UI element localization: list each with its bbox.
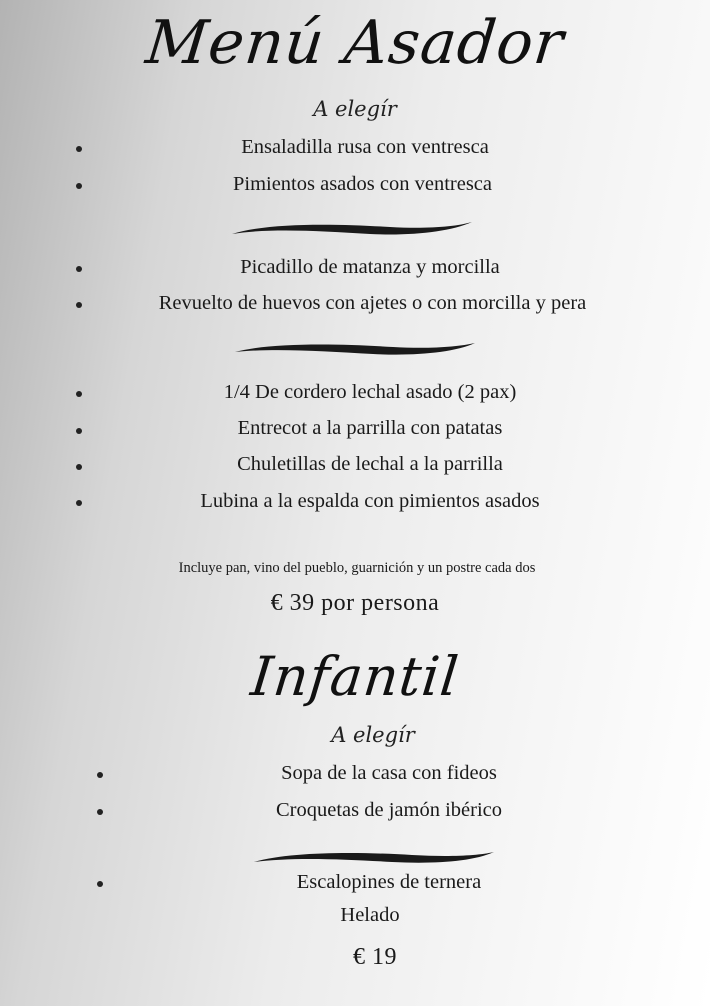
menu-item: Pimientos asados con ventresca <box>232 173 493 195</box>
list-bullet <box>76 302 82 308</box>
list-bullet <box>76 183 82 189</box>
menu-subtitle: A elegír <box>313 97 397 121</box>
menu-item: Chuletillas de lechal a la parrilla <box>237 453 503 475</box>
kids-price: € 19 <box>353 944 397 970</box>
list-bullet <box>76 500 82 506</box>
list-bullet <box>76 146 82 152</box>
kids-item: Croquetas de jamón ibérico <box>275 799 502 821</box>
kids-title: Infantil <box>248 645 462 708</box>
menu-item: 1/4 De cordero lechal asado (2 pax) <box>223 381 517 403</box>
menu-item: Lubina a la espalda con pimientos asados <box>200 490 540 512</box>
menu-item: Ensaladilla rusa con ventresca <box>241 136 489 158</box>
list-bullet <box>76 464 82 470</box>
menu-note: Incluye pan, vino del pueblo, guarnición y un postre cada dos <box>178 560 536 576</box>
menu-item: Revuelto de huevos con ajetes o con morcilla y pera <box>158 292 587 314</box>
menu-item: Entrecot a la parrilla con patatas <box>237 417 503 439</box>
kids-item: Sopa de la casa con fideos <box>281 762 497 784</box>
kids-dessert: Helado <box>340 904 400 926</box>
menu-price: € 39 por persona <box>270 590 440 616</box>
menu-item: Picadillo de matanza y morcilla <box>240 256 500 278</box>
kids-subtitle: A elegír <box>331 723 415 747</box>
list-bullet <box>76 428 82 434</box>
list-bullet <box>97 772 103 778</box>
list-bullet <box>76 266 82 272</box>
list-bullet <box>76 391 82 397</box>
kids-item: Escalopines de ternera <box>296 871 482 893</box>
menu-title: Menú Asador <box>142 8 568 78</box>
brush-divider <box>252 847 497 869</box>
list-bullet <box>97 809 103 815</box>
brush-divider <box>233 338 478 360</box>
brush-divider <box>230 218 475 240</box>
list-bullet <box>97 881 103 887</box>
